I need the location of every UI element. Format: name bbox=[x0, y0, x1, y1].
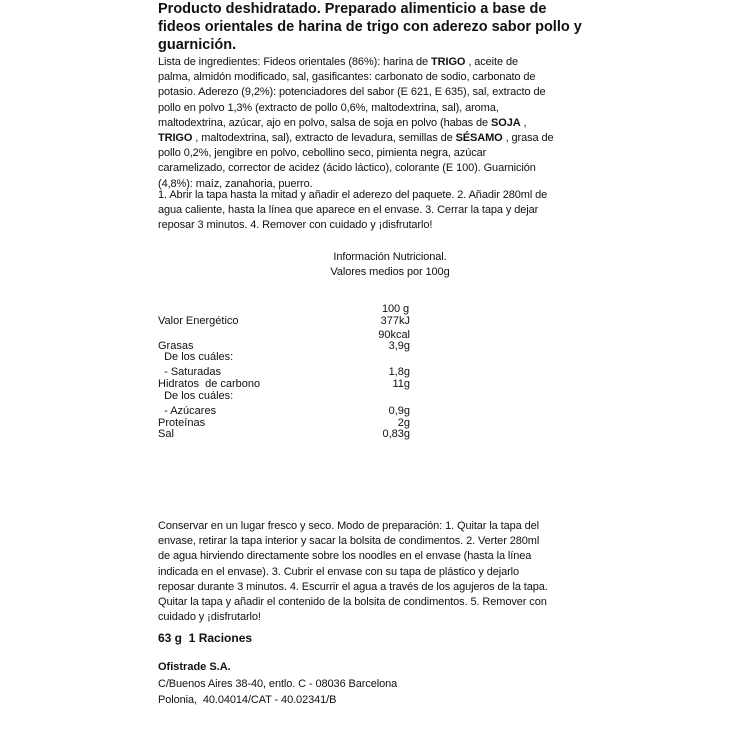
nutrition-label: - Azúcares bbox=[158, 404, 217, 417]
allergen-sesamo: SÉSAMO bbox=[455, 131, 503, 144]
preparation-instructions bbox=[158, 188, 578, 234]
nutrition-row bbox=[158, 429, 410, 441]
ingredients-line: palma, almidón modificado, sal, gasificantes: carbonato de sodio, carbonato de bbox=[158, 71, 536, 84]
instructions-line: reposar 3 minutos. 4. Remover con cuidado y ¡disfrutarlo! bbox=[158, 219, 433, 232]
ingredients-list bbox=[158, 55, 578, 192]
title-line: Producto deshidratado. Preparado alimenticio a base de bbox=[158, 1, 547, 17]
company-name: Ofistrade S.A. bbox=[158, 661, 231, 673]
allergen-trigo: TRIGO bbox=[158, 131, 193, 144]
nutrition-label: De los cuáles: bbox=[158, 351, 234, 363]
nutrition-heading-title: Información Nutricional. bbox=[333, 251, 447, 263]
ingredients-line: pollo 0,2%, jengibre en polvo, cebollino seco, pimienta negra, azúcar bbox=[158, 147, 487, 160]
allergen-trigo: TRIGO bbox=[431, 56, 466, 68]
nutrition-value: 0,83g bbox=[382, 428, 410, 440]
nutrition-row bbox=[158, 418, 410, 430]
nutrition-label: Grasas bbox=[158, 339, 194, 352]
title-line: fideos orientales de harina de trigo con aderezo sabor pollo y bbox=[158, 19, 582, 35]
nutrition-value: 11g bbox=[392, 378, 410, 390]
allergen-soja: SOJA bbox=[491, 116, 521, 129]
product-title bbox=[158, 0, 582, 54]
nutrition-column-header: 100 g bbox=[382, 303, 410, 315]
nutrition-row bbox=[158, 379, 410, 391]
ingredients-line: pollo en polvo 1,3% (extracto de pollo 0,6%, maltodextrina, sal), aroma, bbox=[158, 101, 499, 114]
ingredients-line: potasio. Aderezo (9,2%): potenciadores del sabor (E 621, E 635), sal, extracto de bbox=[158, 86, 546, 99]
nutrition-row bbox=[158, 391, 410, 404]
ingredients-line: Lista de ingredientes: Fideos orientales (86%): harina de TRIGO , aceite de bbox=[158, 56, 518, 68]
ingredients-line: maltodextrina, azúcar, ajo en polvo, salsa de soja en polvo (habas de SOJA , bbox=[158, 116, 527, 129]
ingredients-line: caramelizado, corrector de acidez (ácido láctico), colorante (E 100). Guarnición bbox=[158, 162, 536, 175]
nutrition-label: Valor Energético bbox=[158, 315, 239, 327]
nutrition-label: De los cuáles: bbox=[158, 389, 234, 402]
instructions-line: agua caliente, hasta la línea que aparece en el envase. 3. Cerrar la tapa y dejar bbox=[158, 204, 539, 217]
storage-line: Conservar en un lugar fresco y seco. Modo de preparación: 1. Quitar la tapa del bbox=[158, 520, 539, 532]
nutrition-value: 2g bbox=[397, 416, 410, 429]
nutrition-value: 90kcal bbox=[378, 328, 410, 341]
nutrition-row bbox=[158, 352, 410, 365]
nutrition-label: Hidratos de carbono bbox=[158, 378, 261, 390]
nutrition-heading bbox=[300, 250, 480, 280]
nutrition-value: 3,9g bbox=[388, 339, 410, 352]
nutrition-row bbox=[158, 316, 410, 328]
nutrition-row bbox=[158, 328, 410, 341]
storage-line: de agua hirviendo directamente sobre los noodles en el envase (hasta la línea bbox=[158, 550, 532, 563]
company-address: C/Buenos Aires 38-40, entlo. C - 08036 Barcelona bbox=[158, 678, 398, 690]
nutrition-row bbox=[158, 404, 410, 418]
title-line: guarnición. bbox=[158, 37, 237, 53]
nutrition-heading-subtitle: Valores medios por 100g bbox=[330, 266, 450, 279]
nutrition-value: 377kJ bbox=[380, 315, 410, 327]
storage-line: Quitar la tapa y añadir el contenido de la bolsita de condimentos. 5. Remover con bbox=[158, 595, 547, 608]
storage-line: indicada en el envase). 3. Cubrir el envase con su tapa de plástico y dejarlo bbox=[158, 565, 520, 578]
nutrition-value: 1,8g bbox=[388, 366, 410, 378]
nutrition-label: Proteínas bbox=[158, 416, 206, 429]
nutrition-label: Sal bbox=[158, 428, 174, 440]
ingredients-line: (4,8%): maíz, zanahoria, puerro. bbox=[158, 177, 313, 190]
instructions-line: 1. Abrir la tapa hasta la mitad y añadir el aderezo del paquete. 2. Añadir 280ml de bbox=[158, 189, 548, 201]
storage-instructions bbox=[158, 519, 578, 625]
nutrition-value: 0,9g bbox=[388, 404, 410, 417]
storage-line: reposar durante 3 minutos. 4. Escurrir el agua a través de los agujeros de la tapa. bbox=[158, 580, 548, 593]
company-registry: Polonia, 40.04014/CAT - 40.02341/B bbox=[158, 694, 337, 706]
ingredients-line: TRIGO , maltodextrina, sal), extracto de levadura, semillas de SÉSAMO , grasa de bbox=[158, 131, 554, 144]
nutrition-label: - Saturadas bbox=[158, 366, 221, 378]
storage-line: cuidado y ¡disfrutarlo! bbox=[158, 611, 261, 624]
nutrition-row bbox=[158, 365, 410, 379]
nutrition-table bbox=[158, 316, 410, 441]
storage-line: envase, retirar la tapa interior y sacar la bolsita de condimentos. 2. Verter 280ml bbox=[158, 535, 540, 548]
portion-info: 63 g 1 Raciones bbox=[158, 631, 253, 645]
